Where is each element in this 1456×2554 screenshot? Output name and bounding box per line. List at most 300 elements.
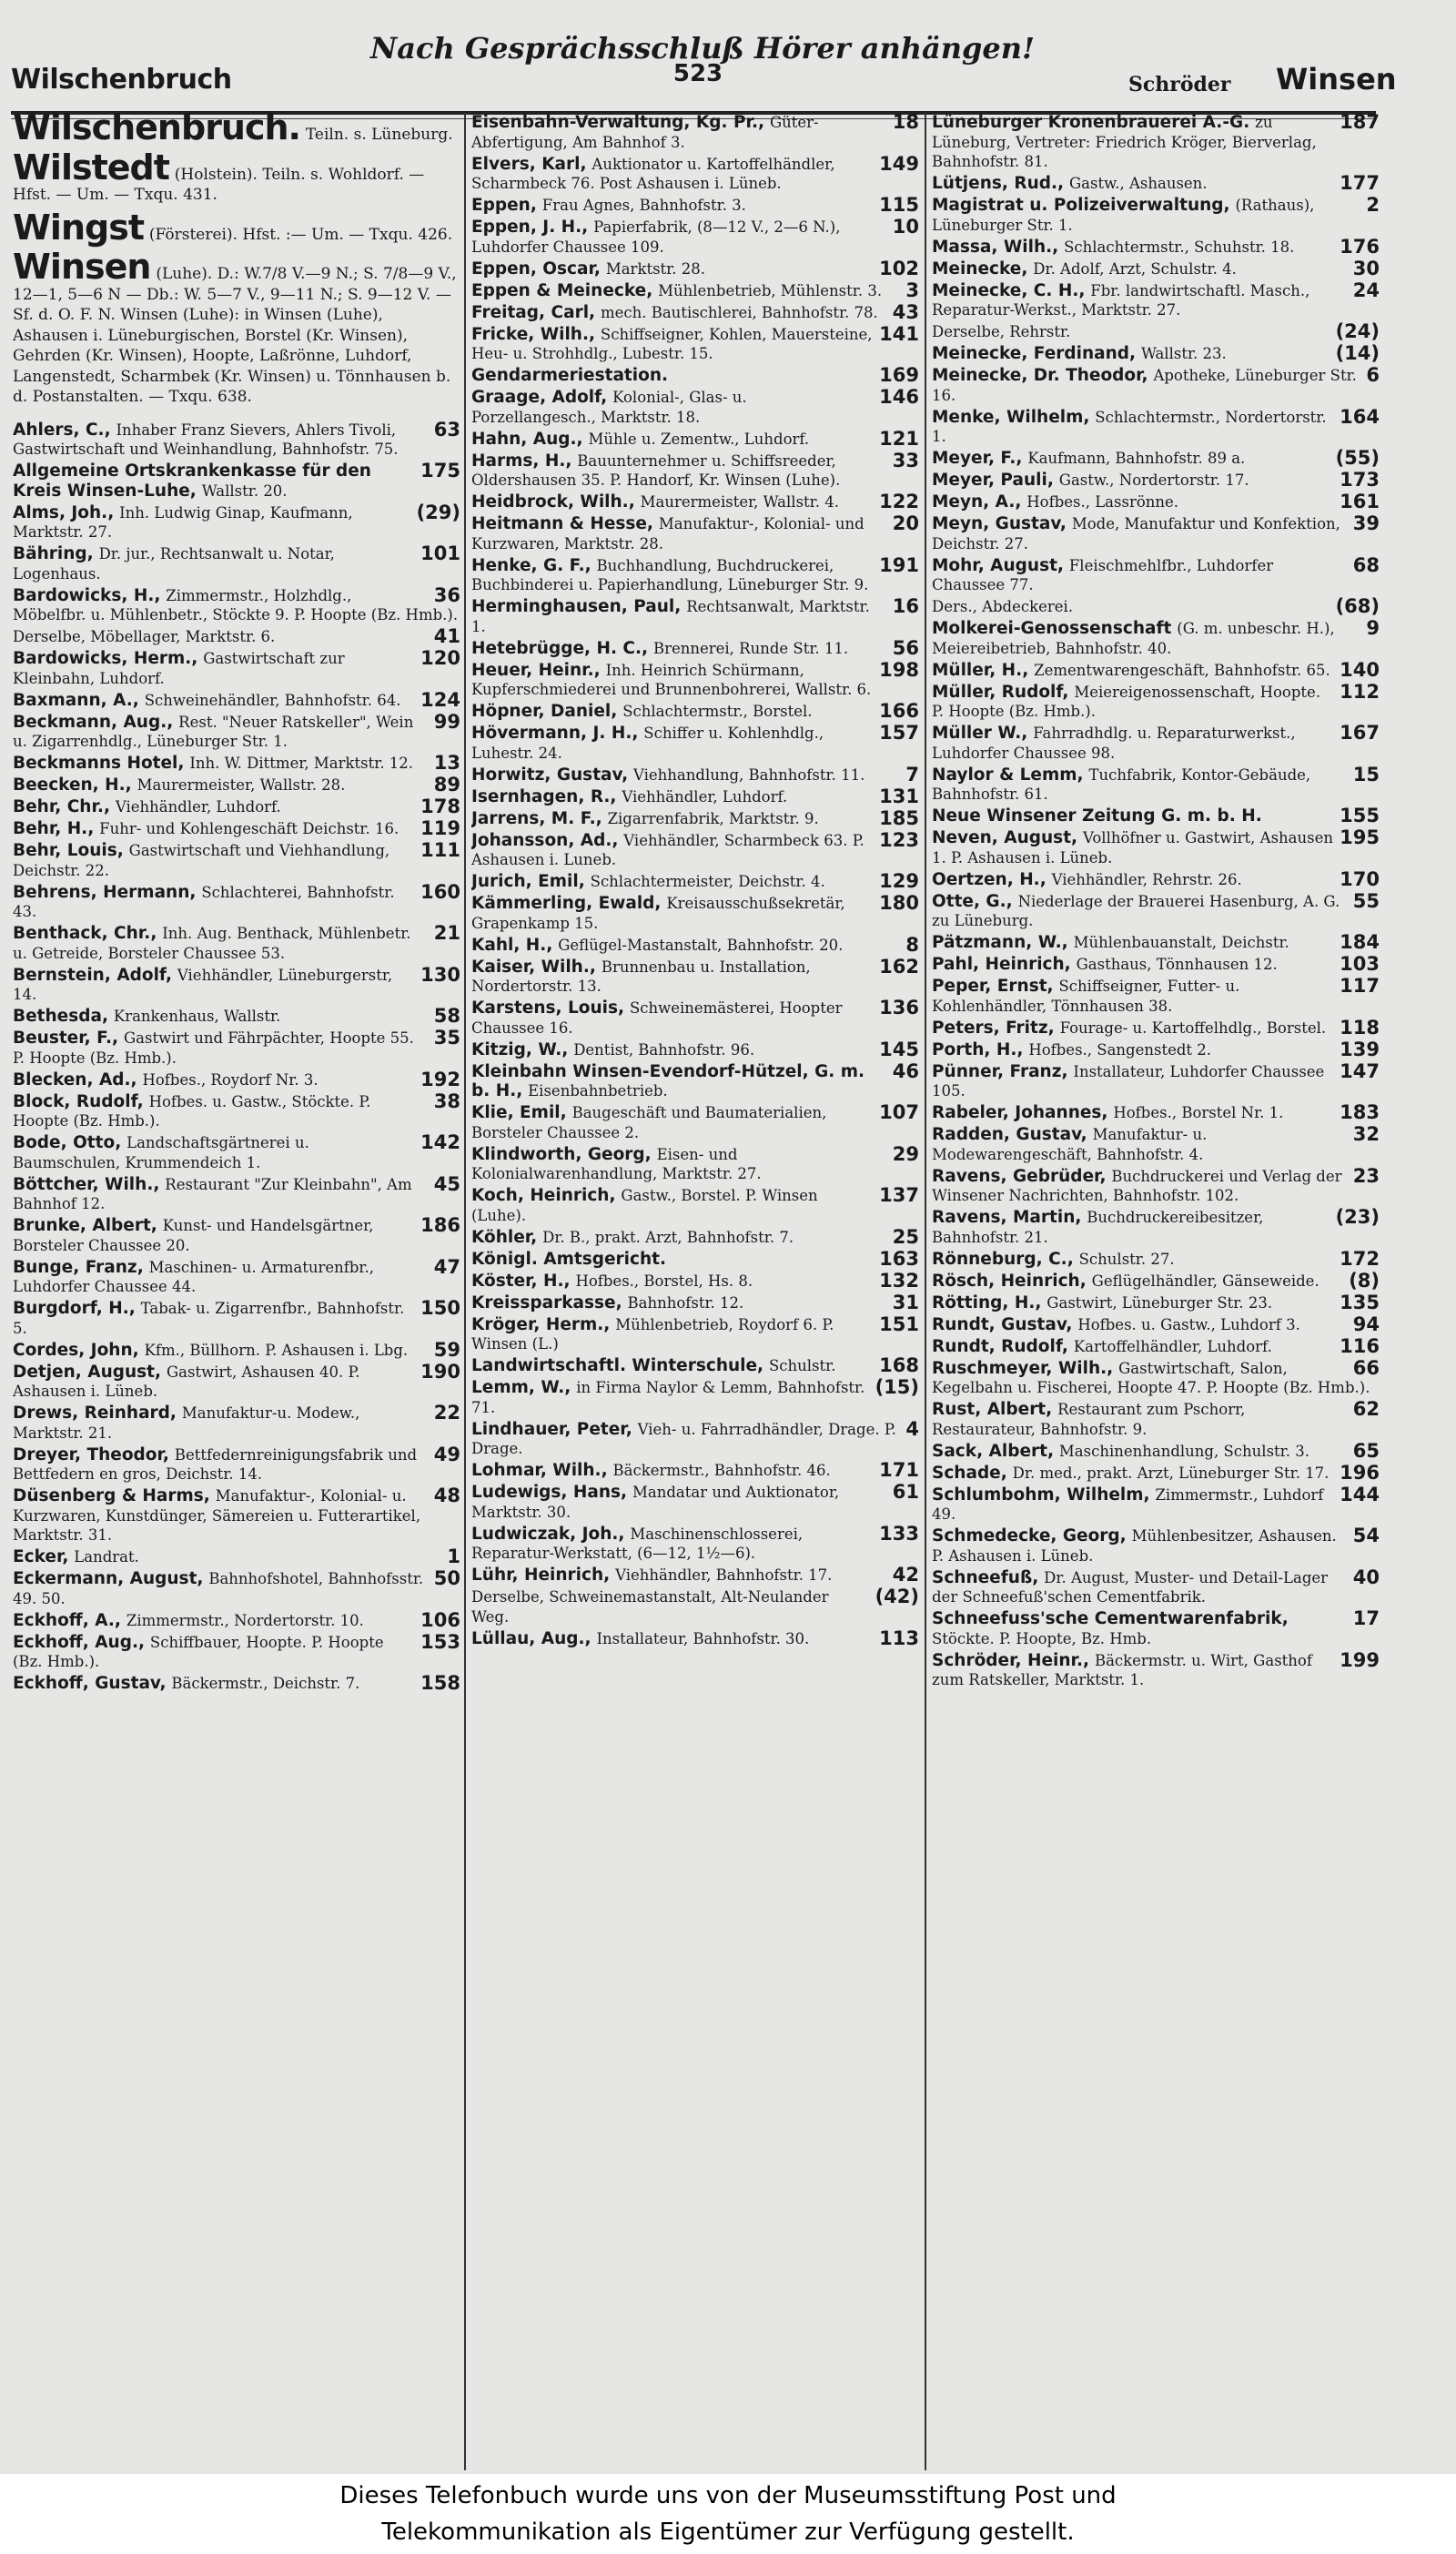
directory-entry [471, 933, 919, 956]
directory-entry [471, 152, 919, 194]
directory-entry [471, 636, 919, 659]
phone-number: 129 [879, 870, 919, 892]
subscriber-details: Mandatar und Auktionator, Marktstr. 30. [471, 1484, 840, 1521]
phone-number: (14) [1335, 342, 1380, 364]
subscriber-details: Derselbe, Möbellager, Marktstr. 6. [13, 628, 276, 645]
phone-number: (55) [1335, 447, 1380, 469]
phone-number: 68 [1352, 553, 1380, 576]
phone-number: 168 [879, 1354, 919, 1376]
directory-entry [471, 281, 919, 301]
subscriber-name: Bunge, Franz, [13, 1257, 144, 1277]
phone-number: 58 [433, 1005, 460, 1027]
directory-entry [13, 710, 460, 752]
directory-entry [471, 427, 919, 450]
directory-entry [932, 1103, 1380, 1123]
subscriber-name: Behr, Chr., [13, 797, 110, 816]
phone-number: 124 [420, 688, 460, 711]
subscriber-name: Block, Rudolf, [13, 1091, 144, 1111]
directory-entry [13, 924, 460, 963]
directory-entry [932, 680, 1380, 722]
subscriber-name: Lohmar, Wilh., [471, 1461, 608, 1480]
subscriber-name: Kröger, Herm., [471, 1314, 611, 1334]
subscriber-details: Mühlenbauanstalt, Deichstr. [1073, 934, 1289, 951]
phone-number: (29) [416, 501, 460, 523]
subscriber-details: Installateur, Bahnhofstr. 30. [596, 1629, 810, 1647]
subscriber-name: Sack, Albert, [932, 1441, 1054, 1461]
directory-entry [932, 1648, 1380, 1690]
phone-number: (23) [1335, 1206, 1380, 1228]
page-number: 523 [672, 60, 723, 87]
subscriber-details: Viehhändler, Luhdorf. [115, 798, 281, 816]
subscriber-details: Niederlage der Brauerei Hasenburg, A. G. zu Lüneburg. [932, 892, 1340, 929]
subscriber-details: Bäckermstr., Bahnhofstr. 46. [612, 1462, 831, 1479]
subscriber-details: Schiffer u. Kohlenhdlg., Luhestr. 24. [471, 725, 824, 762]
directory-entry [13, 461, 460, 501]
directory-entry [13, 627, 460, 647]
directory-entry [932, 259, 1380, 279]
subscriber-name: Kämmerling, Ewald, [471, 894, 662, 913]
phone-number: 17 [1352, 1607, 1380, 1629]
directory-entry [13, 1674, 460, 1694]
directory-entry [13, 1630, 460, 1672]
directory-entry [13, 1299, 460, 1338]
directory-entry [13, 1404, 460, 1443]
directory-entry [471, 765, 919, 785]
subscriber-details: Zementwarengeschäft, Bahnhofstr. 65. [1034, 661, 1330, 679]
subscriber-details: Manufaktur-, Kolonial- und Kurzwaren, Marktstr. 28. [471, 515, 864, 552]
subscriber-details: Mühlenbesitzer, Ashausen. P. Ashausen i. Lüneb. [932, 1527, 1337, 1565]
directory-entry [471, 1522, 919, 1564]
phone-number: 22 [433, 1402, 460, 1424]
subscriber-name: Meyer, F., [932, 449, 1023, 468]
directory-entry [471, 388, 919, 427]
subscriber-name: Fricke, Wilh., [471, 324, 596, 344]
phone-number: 139 [1340, 1038, 1380, 1060]
directory-entry [471, 658, 919, 700]
phone-number: 198 [879, 658, 919, 681]
directory-entry [471, 1225, 919, 1248]
subscriber-details: Schulstr. 27. [1078, 1250, 1175, 1268]
place-name: Wilschenbruch. [13, 113, 300, 147]
subscriber-details: Bäckermstr., Deichstr. 7. [171, 1675, 360, 1692]
directory-entry [471, 1293, 919, 1313]
phone-number: 24 [1352, 279, 1380, 301]
subscriber-name: Böttcher, Wilh., [13, 1174, 160, 1194]
subscriber-details: Hofbes., Lassrönne. [1026, 493, 1179, 511]
directory-entry [13, 688, 460, 711]
directory-entry [13, 418, 460, 460]
subscriber-details: Maschinen- u. Armaturenfbr., Luhdorfer Chaussee 44. [13, 1258, 374, 1295]
phone-number: 162 [879, 955, 919, 978]
phone-number: 135 [1340, 1291, 1380, 1313]
directory-entry [932, 1125, 1380, 1164]
phone-number: 65 [1352, 1439, 1380, 1462]
subscriber-name: Schneefuß, [932, 1567, 1039, 1587]
directory-entry [13, 1255, 460, 1297]
phone-number: 113 [879, 1627, 919, 1649]
subscriber-name: Eppen, Oscar, [471, 258, 601, 279]
subscriber-name: Rundt, Rudolf, [932, 1336, 1068, 1356]
subscriber-details: Kartoffelhändler, Luhdorf. [1073, 1337, 1272, 1355]
phone-number: 36 [433, 583, 460, 606]
subscriber-name: Herminghausen, Paul, [471, 597, 682, 616]
place-list [13, 113, 460, 408]
subscriber-details: Inh. Aug. Benthack, Mühlenbetr. u. Getreide, Borsteler Chaussee 53. [13, 925, 411, 962]
subscriber-name: Freitag, Carl, [471, 302, 596, 322]
phone-number: 169 [879, 364, 919, 386]
phone-number: 47 [433, 1255, 460, 1278]
directory-entry [13, 1029, 460, 1068]
subscriber-details: Frau Agnes, Bahnhofstr. 3. [541, 197, 746, 214]
phone-number: 66 [1352, 1356, 1380, 1379]
subscriber-name: Ahlers, C., [13, 420, 111, 440]
phone-number: 16 [892, 595, 919, 617]
directory-entry [471, 828, 919, 870]
directory-entry [13, 1092, 460, 1131]
directory-entry [471, 113, 919, 152]
subscriber-name: Eckhoff, A., [13, 1610, 121, 1630]
subscriber-name: Beckmann, Aug., [13, 712, 174, 732]
directory-entry [471, 451, 919, 491]
directory-entry [13, 1133, 460, 1172]
phone-number: 7 [905, 763, 919, 785]
phone-number: 130 [420, 963, 460, 986]
subscriber-name: Bernstein, Adolf, [13, 965, 173, 985]
directory-entry [13, 880, 460, 922]
directory-entry [471, 553, 919, 595]
phone-number: 33 [892, 449, 919, 471]
directory-entry [932, 174, 1380, 194]
subscriber-name: Drews, Reinhard, [13, 1404, 177, 1423]
phone-number: 180 [879, 892, 919, 914]
phone-number: 48 [433, 1485, 460, 1506]
phone-number: 54 [1352, 1525, 1380, 1546]
subscriber-name: Behr, H., [13, 819, 95, 838]
subscriber-name: Schneefuss'sche Cementwarenfabrik, [932, 1609, 1289, 1628]
phone-number: 20 [892, 512, 919, 534]
subscriber-name: Brunke, Albert, [13, 1216, 157, 1235]
column-3 [932, 113, 1380, 2470]
subscriber-list [471, 113, 919, 1648]
phone-number: 42 [892, 1564, 919, 1586]
subscriber-details: Mühlenbetrieb, Mühlenstr. 3. [658, 281, 883, 299]
subscriber-name: Koch, Heinrich, [471, 1186, 616, 1205]
subscriber-details: Inhaber Franz Sievers, Ahlers Tivoli, Gastwirtschaft und Weinhandlung, Bahnhofstr. 75. [13, 421, 399, 458]
phone-number: 107 [879, 1101, 919, 1123]
phone-number: 171 [879, 1459, 919, 1481]
subscriber-name: Gendarmeriestation. [471, 366, 669, 385]
subscriber-name: Burgdorf, H., [13, 1299, 136, 1318]
phone-number: 140 [1340, 658, 1380, 681]
phone-number: 190 [420, 1360, 460, 1383]
directory-entry [932, 1356, 1380, 1398]
subscriber-details: Viehhändler, Scharmbeck 63. P. Ashausen i. Luneb. [471, 831, 864, 868]
directory-entry [13, 583, 460, 625]
subscriber-name: Oertzen, H., [932, 869, 1046, 889]
subscriber-details: Brunnenbau u. Installation, Nordertorstr. 13. [471, 958, 811, 995]
subscriber-name: Bardowicks, H., [13, 585, 161, 605]
subscriber-name: Isernhagen, R., [471, 786, 617, 806]
subscriber-name: Baxmann, A., [13, 690, 139, 710]
subscriber-name: Horwitz, Gustav, [471, 765, 629, 785]
phone-number: 46 [892, 1059, 919, 1082]
subscriber-name: Köhler, [471, 1227, 538, 1247]
phone-number: 116 [1340, 1334, 1380, 1357]
subscriber-details: Dr. B., prakt. Arzt, Bahnhofstr. 7. [542, 1228, 794, 1246]
subscriber-details: Kreisausschußsekretär, Grapenkamp 15. [471, 895, 845, 932]
phone-number: 142 [420, 1131, 460, 1153]
phone-number: 35 [433, 1027, 460, 1049]
subscriber-details: Dr. Adolf, Arzt, Schulstr. 4. [1033, 259, 1237, 278]
subscriber-name: Henke, G. F., [471, 555, 592, 575]
phone-number: 112 [1340, 680, 1380, 703]
subscriber-name: Ludwiczak, Joh., [471, 1524, 625, 1544]
phone-number: 167 [1340, 722, 1380, 744]
subscriber-name: Cordes, John, [13, 1340, 139, 1360]
subscriber-name: Ravens, Martin, [932, 1208, 1082, 1227]
directory-entry [471, 259, 919, 279]
directory-entry [932, 1059, 1380, 1101]
subscriber-details: Eisen- und Kolonialwarenhandlung, Marktstr. 27. [471, 1145, 762, 1182]
directory-entry [932, 828, 1380, 867]
directory-entry [932, 449, 1380, 469]
directory-entry [471, 1269, 919, 1292]
subscriber-details: Inh. W. Dittmer, Marktstr. 12. [189, 755, 414, 772]
subscriber-name: Meinecke, Dr. Theodor, [932, 366, 1148, 385]
directory-entry [932, 1400, 1380, 1439]
subscriber-name: Peters, Fritz, [932, 1018, 1055, 1038]
directory-entry [932, 1164, 1380, 1206]
subscriber-name: Benthack, Chr., [13, 924, 157, 943]
subscriber-name: Rötting, H., [932, 1292, 1042, 1312]
subscriber-details: Restaurant zum Pschorr, Restaurateur, Bahnhofstr. 9. [932, 1401, 1246, 1438]
subscriber-details: mech. Bautischlerei, Bahnhofstr. 78. [600, 303, 878, 321]
phone-number: 4 [905, 1417, 919, 1440]
directory-entry [932, 806, 1380, 826]
subscriber-details: Krankenhaus, Wallstr. [113, 1008, 281, 1025]
directory-entry [471, 1587, 919, 1627]
directory-entry [13, 841, 460, 880]
subscriber-name: Beuster, F., [13, 1029, 119, 1048]
phone-number: 89 [433, 774, 460, 796]
phone-number: 99 [433, 710, 460, 733]
directory-entry [471, 366, 919, 386]
phone-number: 184 [1340, 931, 1380, 953]
subscriber-details: Rest. "Neuer Ratskeller", Wein u. Zigarrenhdlg., Lüneburger Str. 1. [13, 713, 414, 750]
directory-entry [932, 1247, 1380, 1270]
subscriber-name: Beckmanns Hotel, [13, 754, 185, 773]
subscriber-details: Fleischmehlfbr., Luhdorfer Chaussee 77. [932, 556, 1274, 593]
subscriber-details: Auktionator u. Kartoffelhändler, Scharmbeck 76. Post Ashausen i. Lüneb. [471, 155, 835, 192]
subscriber-details: Kolonial-, Glas- u. Porzellangesch., Marktstr. 18. [471, 389, 747, 426]
subscriber-name: Rösch, Heinrich, [932, 1271, 1087, 1291]
subscriber-name: Jurich, Emil, [471, 872, 585, 891]
page-header [11, 27, 1397, 115]
subscriber-name: Müller W., [932, 724, 1028, 743]
subscriber-details: Inh. Ludwig Ginap, Kaufmann, Marktstr. 27. [13, 503, 353, 541]
phone-number: 121 [879, 427, 919, 450]
phone-number: 185 [879, 806, 919, 829]
subscriber-name: Kitzig, W., [471, 1039, 569, 1059]
subscriber-details: Hofbes., Sangenstedt 2. [1028, 1040, 1212, 1059]
subscriber-details: Ders., Abdeckerei. [932, 598, 1074, 615]
subscriber-details: Dr. August, Muster- und Detail-Lager der Schneefuß'schen Cementfabrik. [932, 1568, 1329, 1606]
subscriber-name: Behr, Louis, [13, 841, 124, 860]
subscriber-name: Schmedecke, Georg, [932, 1526, 1127, 1546]
subscriber-name: Müller, H., [932, 660, 1029, 680]
subscriber-name: Müller, Rudolf, [932, 682, 1069, 702]
directory-entry [932, 281, 1380, 320]
header-right-keyword-small: Schröder [1128, 73, 1231, 96]
subscriber-details: Geflügelhändler, Gänseweide. [1091, 1272, 1320, 1290]
subscriber-details: Inh. Heinrich Schürmann, Kupferschmiederei und Brunnenbohrerei, Wallstr. 6. [471, 661, 872, 698]
phone-number: 153 [420, 1630, 460, 1653]
phone-number: 62 [1352, 1398, 1380, 1420]
subscriber-details: Schweinehändler, Bahnhofstr. 64. [144, 691, 401, 709]
subscriber-details: Hofbes., Borstel, Hs. 8. [575, 1272, 753, 1290]
directory-entry [471, 196, 919, 216]
directory-entry [471, 1566, 919, 1586]
directory-entry [471, 1461, 919, 1481]
phone-number: 32 [1352, 1123, 1380, 1145]
subscriber-name: Allgemeine Ortskrankenkasse für den Kreis Winsen-Luhe, [13, 461, 371, 501]
phone-number: 151 [879, 1312, 919, 1335]
subscriber-details: Schlachterei, Bahnhofstr. 43. [13, 883, 395, 920]
subscriber-details: zu Lüneburg, Vertreter: Friedrich Kröger, Bierverlag, Bahnhofstr. 81. [932, 114, 1317, 170]
phone-number: 111 [420, 839, 460, 861]
subscriber-name: Hahn, Aug., [471, 429, 583, 449]
subscriber-name: Johansson, Ad., [471, 830, 619, 850]
phone-number: 8 [905, 933, 919, 956]
phone-number: 175 [420, 460, 460, 481]
header-left-keyword: Wilschenbruch [11, 64, 232, 96]
phone-number: 150 [420, 1297, 460, 1319]
phone-number: 196 [1340, 1461, 1380, 1484]
place-text: (Luhe). D.: W.7/8 V.—9 N.; S. 7/8—9 V., 12—1, 5—6 N — Db.: W. 5—7 V., 9—11 N.; S. 9—12 V. — Sf. d. O. F. N. Winsen (Luhe): in Winsen (Luhe), Ashausen i. Lüneburgischen, Borstel (Kr. Winsen), Gehrden (Kr. Winsen), Hoopte, Laßrönne, Luhdorf, Langenstedt, Scharmbek (Kr. Winsen) u. Tönnhausen b. d. Postanstalten. — Txqu. 638. [13, 265, 457, 406]
subscriber-name: Heitmann & Hesse, [471, 514, 653, 533]
subscriber-name: Bähring, [13, 544, 94, 563]
subscriber-details: Stöckte. P. Hoopte, Bz. Hmb. [932, 1629, 1152, 1647]
phone-number: 25 [892, 1225, 919, 1248]
directory-entry [13, 1569, 460, 1608]
subscriber-name: Behrens, Hermann, [13, 882, 197, 902]
phone-number: (42) [875, 1586, 919, 1607]
subscriber-details: Vieh- u. Fahrradhändler, Drage. P. Drage. [471, 1420, 896, 1457]
subscriber-name: Schade, [932, 1463, 1007, 1483]
phone-number: 187 [1340, 113, 1380, 133]
subscriber-name: Jarrens, M. F., [471, 808, 602, 828]
directory-entry [932, 492, 1380, 512]
subscriber-name: Kaiser, Wilh., [471, 957, 596, 977]
header-notice: Nach Gesprächsschluß Hörer anhängen! [369, 31, 1036, 66]
directory-entry [13, 544, 460, 583]
phone-number: 141 [879, 322, 919, 345]
directory-entry [932, 113, 1380, 172]
subscriber-name: Beecken, H., [13, 775, 132, 795]
subscriber-name: Dreyer, Theodor, [13, 1444, 169, 1464]
subscriber-name: Schröder, Heinr., [932, 1650, 1090, 1670]
directory-entry [932, 1568, 1380, 1607]
phone-number: 146 [879, 386, 919, 408]
subscriber-name: Peper, Ernst, [932, 977, 1054, 996]
directory-entry [471, 955, 919, 997]
phone-number: 13 [433, 752, 460, 774]
phone-number: 163 [879, 1247, 919, 1270]
subscriber-details: Gasthaus, Tönnhausen 12. [1076, 956, 1278, 973]
place-name: Winsen [13, 247, 151, 287]
phone-number: 192 [420, 1068, 460, 1090]
directory-entry [471, 300, 919, 323]
phone-number: 39 [1352, 512, 1380, 534]
directory-entry [13, 797, 460, 817]
phone-number: 133 [879, 1522, 919, 1545]
phone-number: 157 [879, 722, 919, 744]
subscriber-details: Hofbes., Roydorf Nr. 3. [142, 1070, 318, 1089]
subscriber-details: Restaurant "Zur Kleinbahn", Am Bahnhof 12. [13, 1175, 412, 1212]
subscriber-name: Porth, H., [932, 1039, 1024, 1059]
subscriber-details: Bahnhofshotel, Bahnhofsstr. 49. 50. [13, 1570, 424, 1607]
phone-number: 147 [1340, 1059, 1380, 1082]
subscriber-details: Manufaktur-u. Modew., Marktstr. 21. [13, 1404, 360, 1442]
phone-number: 101 [420, 542, 460, 564]
subscriber-name: Rust, Albert, [932, 1400, 1053, 1419]
place-text: (Försterei). Hfst. :— Um. — Txqu. 426. [148, 225, 453, 244]
directory-entry [932, 1461, 1380, 1484]
directory-entry [471, 806, 919, 829]
directory-entry [932, 514, 1380, 553]
subscriber-details: Buchdruckerei und Verlag der Winsener Nachrichten, Bahnhofstr. 102. [932, 1167, 1342, 1204]
subscriber-name: Naylor & Lemm, [932, 765, 1084, 785]
subscriber-name: Lemm, W., [471, 1378, 571, 1397]
directory-entry [471, 218, 919, 257]
subscriber-details: Manufaktur-, Kolonial- u. Kurzwaren, Kunstdünger, Sämereien u. Futterartikel, Marktstr. 31. [13, 1487, 421, 1544]
subscriber-details: Gastw., Ashausen. [1068, 175, 1208, 192]
subscriber-name: Eppen, J. H., [471, 218, 589, 237]
subscriber-details: Apotheke, Lüneburger Str. 16. [932, 367, 1357, 404]
subscriber-name: Bardowicks, Herm., [13, 649, 198, 668]
directory-entry [932, 235, 1380, 258]
phone-number: 6 [1366, 364, 1380, 386]
phone-number: 195 [1340, 826, 1380, 848]
subscriber-name: Eckhoff, Aug., [13, 1632, 146, 1652]
subscriber-name: Meinecke, C. H., [932, 280, 1086, 300]
subscriber-details: Maschinenschlosserei, Reparatur-Werkstatt, (6—12, 1½—6). [471, 1525, 804, 1562]
subscriber-details: Mode, Manufaktur und Konfektion, Deichstr. 27. [932, 515, 1340, 552]
phone-number: 132 [879, 1269, 919, 1292]
directory-entry [471, 1378, 919, 1417]
subscriber-details: Mühle u. Zementw., Luhdorf. [588, 430, 810, 448]
directory-entry [13, 649, 460, 688]
directory-entry [471, 1186, 919, 1225]
place-name: Wilstedt [13, 147, 169, 187]
phone-number: 155 [1340, 805, 1380, 826]
subscriber-name: Magistrat u. Polizeiverwaltung, [932, 196, 1230, 215]
subscriber-name: Eckermann, August, [13, 1569, 204, 1588]
phone-number: 120 [420, 647, 460, 669]
phone-number: 117 [1340, 975, 1380, 997]
phone-number: 63 [433, 418, 460, 441]
directory-entry [932, 322, 1380, 342]
subscriber-name: Massa, Wilh., [932, 237, 1059, 257]
subscriber-details: Dr. med., prakt. Arzt, Lüneburger Str. 17. [1012, 1464, 1330, 1482]
subscriber-name: Heidbrock, Wilh., [471, 492, 635, 512]
subscriber-name: Eppen & Meinecke, [471, 280, 653, 300]
subscriber-details: Buchhandlung, Buchdruckerei, Buchbinderei u. Papierhandlung, Lüneburger Str. 9. [471, 556, 869, 593]
subscriber-details: Installateur, Luhdorfer Chaussee 105. [932, 1062, 1325, 1100]
subscriber-details: Kunst- und Handelsgärtner, Borsteler Chaussee 20. [13, 1217, 374, 1254]
subscriber-details: Derselbe, Rehrstr. [932, 323, 1071, 340]
subscriber-name: Eppen, [471, 196, 537, 215]
